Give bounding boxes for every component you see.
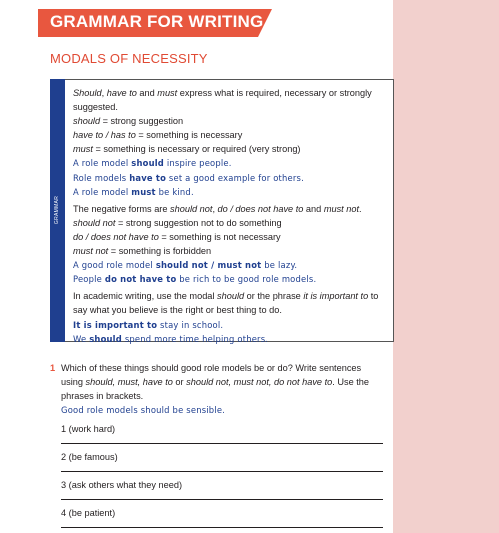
intro-paragraph: Should, have to and must express what is required, necessary or strongly suggested. [73, 88, 372, 113]
definition-do-not-have-to: do / does not have to = something is not necessary [73, 231, 281, 242]
definition-should-not: should not = strong suggestion not to do something [73, 217, 282, 228]
exercise-item: 2 (be famous) [61, 452, 118, 462]
example-sentence-do-not-have-to: People do not have to be rich to be good role models. [73, 274, 317, 285]
example-sentence-must: A role model must be kind. [73, 186, 194, 197]
exercise-example: Good role models should be sensible. [61, 405, 226, 415]
definition-should: should = strong suggestion [73, 116, 184, 127]
example-sentence-have-to: Role models have to set a good example for others. [73, 172, 304, 183]
page-title: GRAMMAR FOR WRITING [50, 12, 264, 31]
grammar-side-label: GRAMMAR [54, 195, 60, 225]
right-margin-panel [393, 0, 499, 533]
exercise-item: 3 (ask others what they need) [61, 480, 183, 490]
example-sentence-we-should: We should spend more time helping others. [73, 333, 269, 344]
answer-line[interactable] [61, 471, 383, 472]
answer-line[interactable] [61, 443, 383, 444]
answer-line[interactable] [61, 527, 383, 528]
definition-must-not: must not = something is forbidden [73, 246, 212, 257]
example-sentence-should: A role model should inspire people. [73, 158, 232, 169]
definition-must: must = something is necessary or required (very strong) [73, 144, 301, 155]
academic-writing-paragraph: In academic writing, use the modal should or the phrase it is important to to say what you believe is the right or best thing to do. [73, 291, 379, 316]
exercise-number: 1 [50, 363, 56, 373]
answer-line[interactable] [61, 499, 383, 500]
exercise-instructions: Which of these things should good role models be or do? Write sentences using should, must, have to or should not, must not, do not have to. Use the phrases in brackets. [61, 363, 370, 402]
exercise-item: 4 (be patient) [61, 508, 116, 518]
definition-have-to: have to / has to = something is necessary [73, 130, 243, 141]
negative-forms-paragraph: The negative forms are should not, do / does not have to and must not. [73, 203, 362, 214]
grammar-explanation [73, 86, 391, 346]
example-sentence-should-not: A good role model should not / must not be lazy. [73, 260, 298, 271]
example-sentence-important: It is important to stay in school. [73, 319, 224, 330]
grammar-topic-title: MODALS OF NECESSITY [50, 51, 208, 66]
exercise-item: 1 (work hard) [61, 424, 116, 434]
